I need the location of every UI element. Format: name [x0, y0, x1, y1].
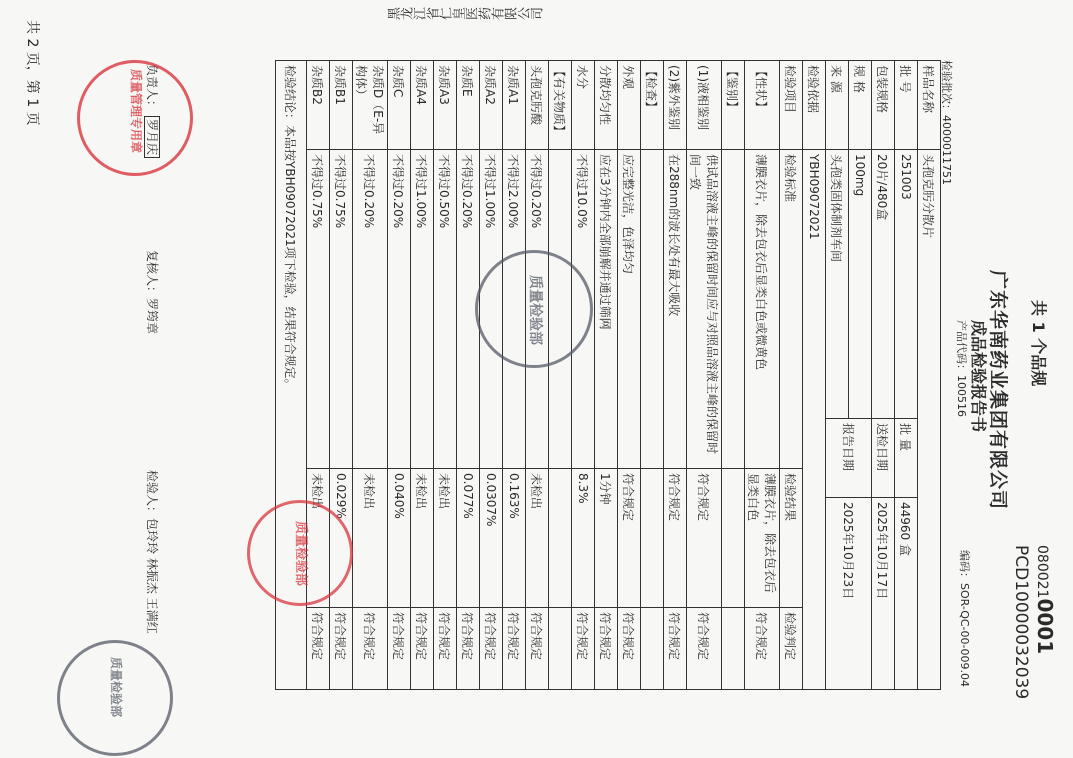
cell-result: 0.040% — [388, 469, 411, 608]
cell-conclusion: 符合规定 — [526, 608, 549, 690]
doc-number: 0800210001 — [1033, 545, 1057, 655]
cell-result: 0.077% — [457, 469, 480, 608]
cell-item: 分散均匀性 — [595, 61, 618, 150]
cell-conclusion — [641, 608, 664, 690]
cell-item: 【鉴别】 — [722, 61, 745, 150]
cell-item: 杂质A1 — [503, 61, 526, 150]
cell-conclusion: 符合规定 — [503, 608, 526, 690]
table-row — [722, 61, 745, 690]
cell-std: 不得过0.20% — [353, 150, 388, 469]
col-conclusion-header: 检验判定 — [780, 608, 803, 690]
cell-conclusion: 符合规定 — [480, 608, 503, 690]
table-row — [434, 61, 457, 690]
gray-seal-company: 质量检验部 — [57, 640, 173, 756]
cell-std: 不得过1.00% — [480, 150, 503, 469]
cell-item: 水分 — [572, 61, 595, 150]
cell-result — [549, 469, 572, 608]
cell-result: 0.0307% — [480, 469, 503, 608]
cell-item: 杂质A3 — [434, 61, 457, 150]
company-name: 广东华南药业集团有限公司 — [987, 270, 1009, 511]
gray-seal-qc: 质量检验部 — [475, 250, 593, 368]
cell-result: 符合规定 — [618, 469, 641, 608]
cell-result: 1分钟 — [595, 469, 618, 608]
cell-result: 未检出 — [526, 469, 549, 608]
cell-result: 未检出 — [411, 469, 434, 608]
info-table: 样品名称 头孢克肟分散片 批 号 251003 批 量 44960 盒 包装规格 20片/480盒 送检日期 2025年10月17日 规 格 100mg 报告日期 2025年10月23日 来 源 头孢类固体制剂车间 检验依据 YBH09072021 — [802, 60, 941, 690]
cell-item: 杂质C — [388, 61, 411, 150]
cell-item: 杂质B1 — [330, 61, 353, 150]
cell-result: 未检出 — [307, 469, 330, 608]
table-row — [687, 61, 722, 690]
cell-item: 【有关物质】 — [549, 61, 572, 150]
red-seal-qc: 质量检验部 — [247, 500, 353, 606]
cell-std: 不得过0.20% — [526, 150, 549, 469]
cell-item: (2)紫外鉴别 — [664, 61, 687, 150]
total-items: 共 1 个品规 — [1029, 300, 1048, 387]
cell-std: 不得过0.20% — [457, 150, 480, 469]
cell-conclusion — [549, 608, 572, 690]
cell-conclusion: 符合规定 — [388, 608, 411, 690]
form-number: 编码：SOR-QC-00-009.04 — [958, 550, 971, 687]
page-indicator: 共 2 页，第 1 页 — [24, 20, 40, 126]
cell-item: 头孢克肟酸 — [526, 61, 549, 150]
cell-conclusion: 符合规定 — [353, 608, 388, 690]
table-row — [664, 61, 687, 690]
cell-item: 杂质A2 — [480, 61, 503, 150]
cell-item: 【性状】 — [745, 61, 780, 150]
cell-std: 薄膜衣片，除去包衣后显类白色或微黄色 — [745, 150, 780, 469]
cell-conclusion: 符合规定 — [307, 608, 330, 690]
inspector: 检验人：包玲玲 林振杰 王满红 — [145, 470, 159, 634]
red-seal-qa: 质量管理专用章 — [77, 60, 193, 176]
table-row — [595, 61, 618, 690]
table-row — [411, 61, 434, 690]
col-result-header: 检验结果 — [780, 469, 803, 608]
table-row — [572, 61, 595, 690]
cell-item: (1)液相鉴别 — [687, 61, 722, 150]
cell-item: 杂质D（E-异构体） — [353, 61, 388, 150]
cell-result — [641, 469, 664, 608]
cell-item: 杂质B2 — [307, 61, 330, 150]
cell-conclusion — [722, 608, 745, 690]
cell-std: 不得过0.20% — [388, 150, 411, 469]
cell-result — [722, 469, 745, 608]
cell-conclusion: 符合规定 — [687, 608, 722, 690]
cell-conclusion: 符合规定 — [618, 608, 641, 690]
results-table — [275, 60, 803, 690]
cell-std: 不得过0.75% — [307, 150, 330, 469]
cell-conclusion: 符合规定 — [434, 608, 457, 690]
table-row — [480, 61, 503, 690]
cell-result: 8.3% — [572, 469, 595, 608]
cell-conclusion: 符合规定 — [664, 608, 687, 690]
cell-conclusion: 符合规定 — [330, 608, 353, 690]
table-row — [388, 61, 411, 690]
cell-result: 未检出 — [353, 469, 388, 608]
cell-std: 应完整光洁，色泽均匀 — [618, 150, 641, 469]
cell-std — [722, 150, 745, 469]
table-row — [549, 61, 572, 690]
conclusion-line: 检验结论：本品按YBH09072021项下检验，结果符合规定。 — [276, 61, 307, 690]
table-row — [503, 61, 526, 690]
cell-std: 不得过2.00% — [503, 150, 526, 469]
product-code: 产品代码：100516 — [955, 320, 968, 417]
cell-conclusion: 符合规定 — [595, 608, 618, 690]
pcd-number: PCD10000032039 — [1011, 545, 1031, 700]
cell-result: 0.029% — [330, 469, 353, 608]
cell-std: 不得过0.75% — [330, 150, 353, 469]
report-title: 成品检验报告书 — [969, 320, 988, 433]
cell-std: 不得过1.00% — [411, 150, 434, 469]
table-row — [526, 61, 549, 690]
cell-item: 杂质A4 — [411, 61, 434, 150]
cell-std: 不得过0.50% — [434, 150, 457, 469]
cell-std — [641, 150, 664, 469]
cell-std: 不得过10.0% — [572, 150, 595, 469]
cell-item: 杂质E — [457, 61, 480, 150]
cell-conclusion: 符合规定 — [572, 608, 595, 690]
table-row — [641, 61, 664, 690]
responsible: 负责人：罗月庆 — [144, 64, 161, 158]
cell-result: 符合规定 — [664, 469, 687, 608]
cell-std: 在288nm的波长处有最大吸收 — [664, 150, 687, 469]
side-company: 黑龙江省仁皇医药有限公司 — [387, 8, 543, 23]
cell-conclusion: 符合规定 — [457, 608, 480, 690]
table-row — [457, 61, 480, 690]
cell-conclusion: 符合规定 — [745, 608, 780, 690]
cell-item: 外观 — [618, 61, 641, 150]
cell-result: 薄膜衣片，除去包衣后显类白色 — [745, 469, 780, 608]
cell-result: 符合规定 — [687, 469, 722, 608]
cell-conclusion: 符合规定 — [411, 608, 434, 690]
cell-std: 应在3分钟内全部崩解并通过筛网 — [595, 150, 618, 469]
col-item-header: 检验项目 — [780, 61, 803, 150]
cell-result: 未检出 — [434, 469, 457, 608]
table-row — [353, 61, 388, 690]
table-row — [745, 61, 780, 690]
batch-check-no: 检验批次：4000011751 — [940, 60, 953, 185]
table-row — [618, 61, 641, 690]
cell-item: 【检查】 — [641, 61, 664, 150]
reviewer: 复核人：罗筠章 — [145, 250, 159, 335]
cell-std: 供试品溶液主峰的保留时间应与对照品溶液主峰的保留时间一致 — [687, 150, 722, 469]
col-std-header: 检验标准 — [780, 150, 803, 469]
cell-result: 0.163% — [503, 469, 526, 608]
table-row — [330, 61, 353, 690]
